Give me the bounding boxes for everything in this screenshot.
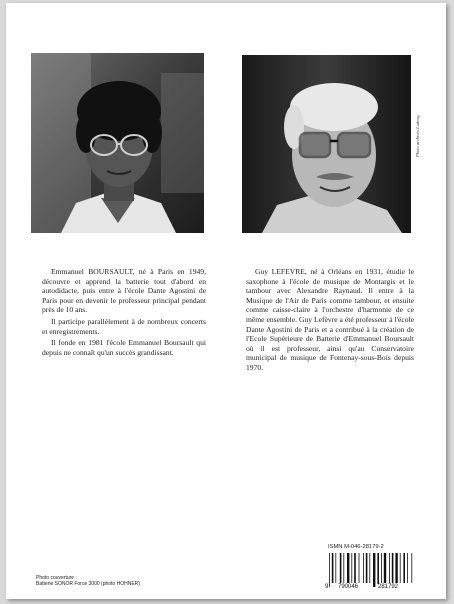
portrait-emmanuel-boursault bbox=[31, 53, 204, 233]
cover-photo-credit bbox=[36, 575, 140, 587]
barcode-bar bbox=[354, 553, 356, 583]
bio-paragraph: Il participe parallèlement à de nombreux concerts et enregistrements. bbox=[42, 316, 206, 336]
barcode-bar bbox=[389, 553, 390, 583]
barcode-bar bbox=[329, 553, 330, 587]
barcode-bar bbox=[351, 553, 352, 583]
ismn-number: ISMN M-046-28179-2 bbox=[328, 544, 384, 550]
barcode-bar bbox=[366, 553, 368, 583]
barcode-bar bbox=[381, 553, 382, 583]
barcode-bar bbox=[407, 553, 408, 583]
barcode-bar bbox=[395, 553, 397, 583]
cover-credit-line-2: Batterie SONOR Force 3000 (photo HOHNER) bbox=[36, 581, 140, 588]
barcode-bar bbox=[373, 553, 375, 587]
bio-paragraph: Emmanuel BOURSAULT, né à Paris en 1949, découvre et apprend la batterie tout d'abord en autodidacte, puis entre à l'école Dante Agostini de Paris pour en devenir le professeur principal pendant près de 10 ans. bbox=[42, 267, 206, 315]
barcode-bar bbox=[369, 553, 370, 583]
barcode-bar bbox=[400, 553, 401, 583]
photo-credit-vertical: Photo archives Ludwig bbox=[415, 115, 420, 157]
barcode-digits bbox=[325, 584, 417, 592]
barcode-bar bbox=[347, 553, 349, 583]
barcode-bar bbox=[403, 553, 405, 583]
barcode-bar bbox=[411, 553, 412, 583]
barcode-bar bbox=[384, 553, 386, 583]
book-back-cover bbox=[6, 3, 446, 599]
barcode-bar bbox=[335, 553, 336, 583]
bio-paragraph: Il fonde en 1981 l'école Emmanuel Boursault qui depuis ne connaît qu'un succès grandissant. bbox=[42, 338, 206, 357]
barcode-bar bbox=[343, 553, 344, 583]
barcode-bar bbox=[332, 553, 334, 583]
barcode-bar bbox=[392, 553, 394, 583]
portrait-guy-lefevre bbox=[242, 55, 411, 233]
barcode-bar bbox=[363, 553, 364, 583]
barcode-digit-group-2: 281792 bbox=[378, 584, 399, 590]
biography-guy-lefevre bbox=[246, 267, 414, 375]
barcode-bar bbox=[377, 553, 379, 587]
biography-emmanuel-boursault bbox=[42, 267, 206, 359]
cover-credit-line-1: Photo couverture : bbox=[36, 575, 77, 581]
barcode-digit-group-1: 790046 bbox=[338, 584, 359, 590]
barcode-digit-lead: 9 bbox=[325, 584, 329, 590]
bio-paragraph: Guy LEFEVRE, né à Orléans en 1931, étudie le saxophone à l'école de musique de Montargis et le tambour avec Alexandre Raynaud. Il entre à la Musique de l'Air de Paris comme tambour, et ensuite comme caisse-claire à l'orchestre d'harmonie de ce même ensemble. Guy Lefèvre a été professeur à l'école Dante Agostini de Paris et a contribué à la création de l'Ecole Supérieure de Batterie d'Emmanuel Boursault où il est professeur, ainsi qu'au Conservatoire municipal de musique de Fontenay-sous-Bois depuis 1970. bbox=[246, 267, 414, 372]
barcode-bar bbox=[359, 553, 360, 583]
barcode-bar bbox=[340, 553, 342, 583]
